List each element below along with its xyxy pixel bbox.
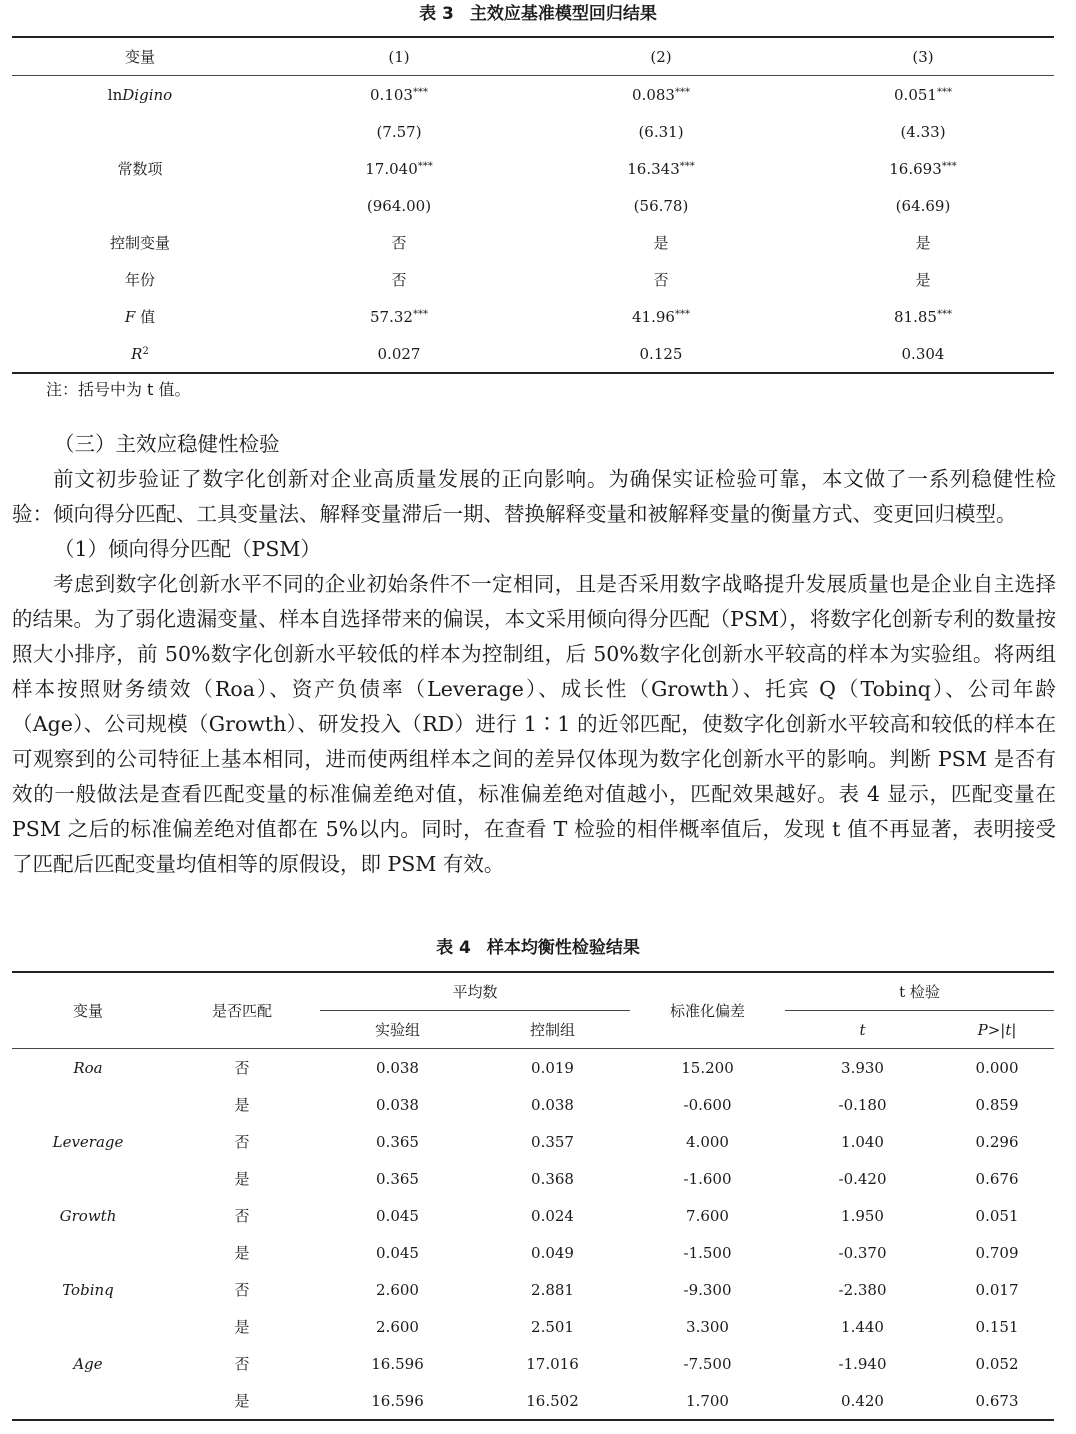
row-matched: 否 <box>234 1133 250 1151</box>
cell: 0.368 <box>531 1169 574 1188</box>
table-row <box>12 1160 1054 1197</box>
table3-row <box>12 224 1054 261</box>
paragraph: 考虑到数字化创新水平不同的企业初始条件不一定相同，且是否采用数字战略提升发展质量也是企业自主选择的结果。为了弱化遗漏变量、样本自选择带来的偏误，本文采用倾向得分匹配（PSM），将数字化创新专利的数量按照大小排序，前 50%数字化创新水平较低的样本为控制组，后 50%数字化创新水平较高的样本为实验组。将两组样本按照财务绩效（Roa）、资产负债率（Leverage）、成长性（Growth）、托宾 Q（Tobinq）、公司年龄（Age）、公司规模（Growth）、研发投入（RD）进行 1∶1 的近邻匹配，使数字化创新水平较高和较低的样本在可观察到的公司特征上基本相同，进而使两组样本之间的差异仅体现为数字化创新水平的影响。判断 PSM 是否有效的一般做法是查看匹配变量的标准偏差绝对值，标准偏差绝对值越小，匹配效果越好。表 4 显示，匹配变量在 PSM 之后的标准偏差绝对值都在 5%以内。同时，在查看 T 检验的相伴概率值后，发现 t 值不再显著，表明接受了匹配后匹配变量均值相等的原假设，即 PSM 有效。 <box>12 572 1056 876</box>
cell: 2.881 <box>531 1280 574 1299</box>
table-row <box>12 1345 1054 1382</box>
row-matched: 否 <box>234 1207 250 1225</box>
cell: 1.040 <box>841 1132 884 1151</box>
cell: 2.600 <box>376 1317 419 1336</box>
cell: 是 <box>653 234 669 252</box>
table3-header-col2: (2) <box>530 37 792 76</box>
cell: 0.151 <box>975 1317 1019 1336</box>
header-control: 控制组 <box>475 1011 630 1049</box>
cell: 3.930 <box>841 1058 884 1077</box>
cell: 1.440 <box>841 1317 884 1336</box>
paragraph: 前文初步验证了数字化创新对企业高质量发展的正向影响。为确保实证检验可靠，本文做了一系列稳健性检验：倾向得分匹配、工具变量法、解释变量滞后一期、替换解释变量和被解释变量的衡量方式、变更回归模型。 <box>12 467 1056 526</box>
cell: 0.357 <box>531 1132 574 1151</box>
row-matched: 是 <box>234 1170 250 1188</box>
cell: 17.016 <box>526 1354 579 1373</box>
cell: 7.600 <box>686 1206 729 1225</box>
table3-row <box>12 261 1054 298</box>
table4 <box>12 971 1054 1421</box>
cell: 0.038 <box>531 1095 574 1114</box>
cell: 0.027 <box>377 344 421 363</box>
cell: 否 <box>391 271 407 289</box>
cell: -0.420 <box>838 1169 887 1188</box>
row-label: $R^2$ <box>131 344 149 363</box>
table3-header-row <box>12 37 1054 76</box>
cell: 0.125 <box>639 344 683 363</box>
cell: 0.019 <box>531 1058 574 1077</box>
cell: 4.000 <box>686 1132 729 1151</box>
section-heading: （三）主效应稳健性检验 <box>54 432 280 456</box>
cell: 0.052 <box>975 1354 1019 1373</box>
table-row <box>12 1271 1054 1308</box>
cell: 是 <box>915 271 931 289</box>
cell: 0.083*** <box>632 85 690 104</box>
cell: (7.57) <box>376 122 422 141</box>
row-matched: 是 <box>234 1244 250 1262</box>
row-label <box>12 187 268 224</box>
table3-caption: 表 3 主效应基准模型回归结果 <box>419 4 657 24</box>
row-label: lnDigino <box>107 85 173 104</box>
cell: 0.051 <box>975 1206 1019 1225</box>
table-row <box>12 1086 1054 1123</box>
cell: -1.600 <box>683 1169 732 1188</box>
header-t: t <box>785 1011 940 1049</box>
cell: 0.304 <box>901 344 945 363</box>
cell: 3.300 <box>686 1317 729 1336</box>
row-label: 常数项 <box>117 160 163 178</box>
cell: 0.296 <box>975 1132 1019 1151</box>
table3-row <box>12 298 1054 335</box>
table4-header-row <box>12 972 1054 1011</box>
row-var <box>12 1382 164 1420</box>
header-treat: 实验组 <box>320 1011 475 1049</box>
table3-row <box>12 113 1054 150</box>
row-matched: 是 <box>234 1096 250 1114</box>
cell: 0.051*** <box>894 85 952 104</box>
header-bias: 标准化偏差 <box>630 972 785 1049</box>
cell: 0.038 <box>376 1058 419 1077</box>
cell: -9.300 <box>683 1280 732 1299</box>
cell: -0.180 <box>838 1095 887 1114</box>
cell: 0.365 <box>376 1169 419 1188</box>
cell: 否 <box>391 234 407 252</box>
row-var: Growth <box>59 1206 117 1225</box>
row-var: Leverage <box>52 1132 124 1151</box>
row-matched: 是 <box>234 1318 250 1336</box>
cell: 0.038 <box>376 1095 419 1114</box>
cell: 41.96*** <box>632 307 690 326</box>
cell: -0.370 <box>838 1243 887 1262</box>
cell: -1.500 <box>683 1243 732 1262</box>
cell: 0.420 <box>841 1391 884 1410</box>
body-text <box>12 427 1056 882</box>
cell: 17.040*** <box>365 159 433 178</box>
table3-header-col1: (1) <box>268 37 530 76</box>
table-row <box>12 1234 1054 1271</box>
table-row <box>12 1049 1054 1087</box>
table3 <box>12 36 1054 374</box>
table3-header-var: 变量 <box>12 37 268 76</box>
row-label <box>12 113 268 150</box>
row-var <box>12 1234 164 1271</box>
row-var <box>12 1086 164 1123</box>
cell: 57.32*** <box>370 307 428 326</box>
cell: 0.024 <box>531 1206 574 1225</box>
cell: -1.940 <box>838 1354 887 1373</box>
header-ttest: t 检验 <box>785 972 1054 1011</box>
cell: 0.049 <box>531 1243 574 1262</box>
cell: 16.343*** <box>627 159 695 178</box>
row-matched: 否 <box>234 1059 250 1077</box>
cell: 0.000 <box>975 1058 1019 1077</box>
row-matched: 否 <box>234 1281 250 1299</box>
cell: (64.69) <box>895 196 951 215</box>
cell: 16.596 <box>371 1391 424 1410</box>
cell: 81.85*** <box>894 307 952 326</box>
table4-caption: 表 4 样本均衡性检验结果 <box>436 938 640 958</box>
cell: 16.502 <box>526 1391 579 1410</box>
header-matched: 是否匹配 <box>164 972 320 1049</box>
cell: 1.700 <box>686 1391 729 1410</box>
cell: -7.500 <box>683 1354 732 1373</box>
row-var: Roa <box>73 1058 103 1077</box>
table3-note: 注：括号中为 t 值。 <box>46 380 191 399</box>
row-var: Tobinq <box>62 1280 114 1299</box>
cell: 0.045 <box>376 1243 419 1262</box>
header-var: 变量 <box>12 972 164 1049</box>
header-mean: 平均数 <box>320 972 630 1011</box>
cell: (4.33) <box>900 122 946 141</box>
sub-heading: （1）倾向得分匹配（PSM） <box>54 537 321 561</box>
cell: 16.693*** <box>889 159 957 178</box>
table3-row <box>12 76 1054 114</box>
cell: -2.380 <box>838 1280 887 1299</box>
cell: 是 <box>915 234 931 252</box>
row-var <box>12 1160 164 1197</box>
cell: 否 <box>653 271 669 289</box>
cell: 2.600 <box>376 1280 419 1299</box>
cell: 0.103*** <box>370 85 428 104</box>
cell: -0.600 <box>683 1095 732 1114</box>
cell: (964.00) <box>366 196 432 215</box>
cell: 0.045 <box>376 1206 419 1225</box>
cell: 2.501 <box>531 1317 574 1336</box>
cell: 0.676 <box>975 1169 1019 1188</box>
row-label: 年份 <box>124 271 155 289</box>
cell: (56.78) <box>633 196 689 215</box>
table3-row <box>12 150 1054 187</box>
table-row <box>12 1197 1054 1234</box>
table3-header-col3: (3) <box>792 37 1054 76</box>
row-var: Age <box>73 1354 103 1373</box>
table3-row <box>12 335 1054 373</box>
row-label: F 值 <box>124 308 156 326</box>
cell: 15.200 <box>681 1058 734 1077</box>
header-p: P>|t| <box>940 1011 1054 1049</box>
cell: (6.31) <box>638 122 684 141</box>
row-label: 控制变量 <box>109 234 170 252</box>
table-row <box>12 1382 1054 1420</box>
cell: 0.859 <box>975 1095 1019 1114</box>
cell: 0.365 <box>376 1132 419 1151</box>
table-row <box>12 1123 1054 1160</box>
table3-row <box>12 187 1054 224</box>
cell: 1.950 <box>841 1206 884 1225</box>
cell: 0.673 <box>975 1391 1019 1410</box>
row-matched: 是 <box>234 1392 250 1410</box>
cell: 16.596 <box>371 1354 424 1373</box>
table-row <box>12 1308 1054 1345</box>
cell: 0.709 <box>975 1243 1019 1262</box>
cell: 0.017 <box>975 1280 1019 1299</box>
row-var <box>12 1308 164 1345</box>
row-matched: 否 <box>234 1355 250 1373</box>
